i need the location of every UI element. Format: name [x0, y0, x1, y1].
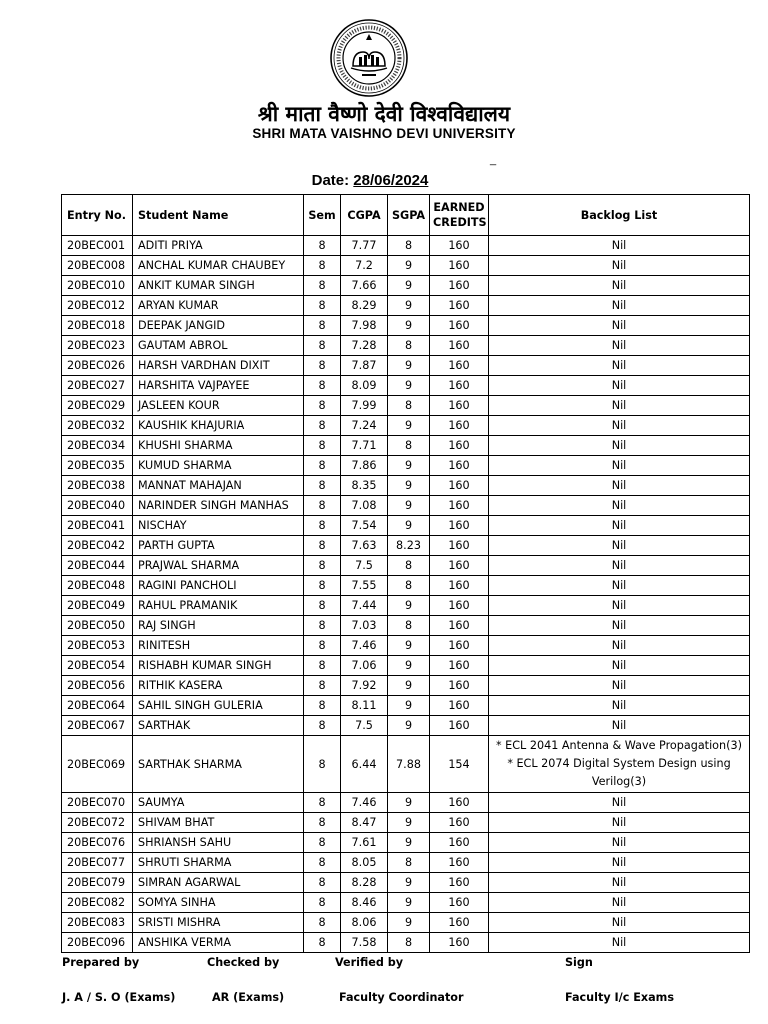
student-name-cell: GAUTAM ABROL	[133, 336, 304, 356]
col-header-student-name: Student Name	[133, 195, 304, 236]
earned-credits-cell: 160	[430, 376, 489, 396]
footer-official-ar: AR (Exams)	[212, 991, 285, 1004]
student-name-cell: ADITI PRIYA	[133, 236, 304, 256]
student-name-cell: RAGINI PANCHOLI	[133, 576, 304, 596]
cgpa-cell: 7.87	[341, 356, 388, 376]
table-row	[62, 456, 750, 476]
footer-sign: Sign	[565, 956, 593, 969]
sgpa-cell: 9	[388, 416, 430, 436]
university-title-hindi: श्री माता वैष्णो देवी विश्वविद्यालय	[257, 102, 511, 126]
table-row	[62, 496, 750, 516]
sgpa-cell: 8	[388, 556, 430, 576]
backlog-list-cell: Nil	[489, 276, 750, 296]
table-row	[62, 576, 750, 596]
student-name-cell: RITHIK KASERA	[133, 676, 304, 696]
backlog-list-cell: Nil	[489, 913, 750, 933]
table-row	[62, 716, 750, 736]
sem-cell: 8	[304, 656, 341, 676]
sem-cell: 8	[304, 833, 341, 853]
backlog-list-cell: Nil	[489, 873, 750, 893]
cgpa-cell: 7.46	[341, 793, 388, 813]
cgpa-cell: 8.29	[341, 296, 388, 316]
backlog-list-cell: * ECL 2041 Antenna & Wave Propagation(3) * ECL 2074 Digital System Design using Verilog(3)	[489, 736, 750, 793]
col-header-cgpa: CGPA	[341, 195, 388, 236]
backlog-list-cell: Nil	[489, 793, 750, 813]
student-name-cell: NARINDER SINGH MANHAS	[133, 496, 304, 516]
student-name-cell: SRISTI MISHRA	[133, 913, 304, 933]
student-name-cell: SAHIL SINGH GULERIA	[133, 696, 304, 716]
student-name-cell: SHRIANSH SAHU	[133, 833, 304, 853]
footer-prepared-by: Prepared by	[62, 956, 140, 969]
earned-credits-cell: 160	[430, 416, 489, 436]
university-title-english: SHRI MATA VAISHNO DEVI UNIVERSITY	[252, 126, 516, 141]
cgpa-cell: 7.77	[341, 236, 388, 256]
entry-no-cell: 20BEC038	[62, 476, 133, 496]
cgpa-cell: 8.05	[341, 853, 388, 873]
student-name-cell: RAJ SINGH	[133, 616, 304, 636]
sgpa-cell: 9	[388, 696, 430, 716]
student-name-cell: RINITESH	[133, 636, 304, 656]
sem-cell: 8	[304, 436, 341, 456]
earned-credits-cell: 160	[430, 853, 489, 873]
table-row	[62, 376, 750, 396]
entry-no-cell: 20BEC040	[62, 496, 133, 516]
cgpa-cell: 7.63	[341, 536, 388, 556]
sgpa-cell: 9	[388, 793, 430, 813]
entry-no-cell: 20BEC076	[62, 833, 133, 853]
entry-no-cell: 20BEC010	[62, 276, 133, 296]
earned-credits-cell: 160	[430, 556, 489, 576]
cgpa-cell: 8.46	[341, 893, 388, 913]
cgpa-cell: 8.11	[341, 696, 388, 716]
entry-no-cell: 20BEC079	[62, 873, 133, 893]
entry-no-cell: 20BEC050	[62, 616, 133, 636]
cgpa-cell: 7.03	[341, 616, 388, 636]
student-name-cell: ANSHIKA VERMA	[133, 933, 304, 953]
backlog-list-cell: Nil	[489, 396, 750, 416]
sem-cell: 8	[304, 913, 341, 933]
sem-cell: 8	[304, 853, 341, 873]
sgpa-cell: 9	[388, 496, 430, 516]
earned-credits-cell: 160	[430, 536, 489, 556]
entry-no-cell: 20BEC082	[62, 893, 133, 913]
sgpa-cell: 8	[388, 336, 430, 356]
backlog-list-cell: Nil	[489, 853, 750, 873]
earned-credits-cell: 160	[430, 833, 489, 853]
sem-cell: 8	[304, 676, 341, 696]
sem-cell: 8	[304, 793, 341, 813]
backlog-list-cell: Nil	[489, 893, 750, 913]
entry-no-cell: 20BEC012	[62, 296, 133, 316]
col-header-earned-credits: EARNED CREDITS	[430, 195, 489, 236]
table-row	[62, 356, 750, 376]
earned-credits-cell: 160	[430, 616, 489, 636]
student-name-cell: ANCHAL KUMAR CHAUBEY	[133, 256, 304, 276]
table-row	[62, 416, 750, 436]
table-row	[62, 316, 750, 336]
entry-no-cell: 20BEC001	[62, 236, 133, 256]
sgpa-cell: 9	[388, 636, 430, 656]
sem-cell: 8	[304, 416, 341, 436]
table-row	[62, 636, 750, 656]
earned-credits-cell: 160	[430, 596, 489, 616]
earned-credits-cell: 160	[430, 636, 489, 656]
backlog-list-cell: Nil	[489, 236, 750, 256]
table-row	[62, 336, 750, 356]
student-name-cell: SARTHAK SHARMA	[133, 736, 304, 793]
sem-cell: 8	[304, 516, 341, 536]
cgpa-cell: 7.2	[341, 256, 388, 276]
earned-credits-cell: 160	[430, 256, 489, 276]
cgpa-cell: 7.55	[341, 576, 388, 596]
earned-credits-cell: 160	[430, 456, 489, 476]
entry-no-cell: 20BEC041	[62, 516, 133, 536]
result-table	[61, 194, 750, 953]
sem-cell: 8	[304, 636, 341, 656]
sem-cell: 8	[304, 356, 341, 376]
backlog-list-cell: Nil	[489, 496, 750, 516]
table-row	[62, 596, 750, 616]
cgpa-cell: 7.99	[341, 396, 388, 416]
cgpa-cell: 7.5	[341, 556, 388, 576]
earned-credits-cell: 160	[430, 696, 489, 716]
backlog-list-cell: Nil	[489, 456, 750, 476]
entry-no-cell: 20BEC064	[62, 696, 133, 716]
cgpa-cell: 7.66	[341, 276, 388, 296]
earned-credits-cell: 160	[430, 576, 489, 596]
table-row	[62, 616, 750, 636]
backlog-list-cell: Nil	[489, 256, 750, 276]
entry-no-cell: 20BEC023	[62, 336, 133, 356]
table-header-row	[62, 195, 750, 236]
entry-no-cell: 20BEC096	[62, 933, 133, 953]
student-name-cell: SHRUTI SHARMA	[133, 853, 304, 873]
student-name-cell: SAUMYA	[133, 793, 304, 813]
cgpa-cell: 8.09	[341, 376, 388, 396]
entry-no-cell: 20BEC067	[62, 716, 133, 736]
cgpa-cell: 7.28	[341, 336, 388, 356]
table-row	[62, 296, 750, 316]
earned-credits-cell: 160	[430, 516, 489, 536]
table-row	[62, 236, 750, 256]
sgpa-cell: 9	[388, 813, 430, 833]
student-name-cell: KUMUD SHARMA	[133, 456, 304, 476]
entry-no-cell: 20BEC049	[62, 596, 133, 616]
sgpa-cell: 8	[388, 236, 430, 256]
table-row	[62, 476, 750, 496]
sgpa-cell: 9	[388, 316, 430, 336]
cgpa-cell: 7.5	[341, 716, 388, 736]
sem-cell: 8	[304, 933, 341, 953]
entry-no-cell: 20BEC029	[62, 396, 133, 416]
backlog-list-cell: Nil	[489, 716, 750, 736]
table-row	[62, 933, 750, 953]
table-row	[62, 556, 750, 576]
footer-official-ja-so: J. A / S. O (Exams)	[62, 991, 176, 1004]
sem-cell: 8	[304, 236, 341, 256]
table-row	[62, 736, 750, 793]
entry-no-cell: 20BEC048	[62, 576, 133, 596]
sgpa-cell: 8	[388, 576, 430, 596]
cgpa-cell: 8.28	[341, 873, 388, 893]
col-header-sem: Sem	[304, 195, 341, 236]
date-label: Date:	[311, 172, 350, 189]
earned-credits-cell: 160	[430, 336, 489, 356]
sem-cell: 8	[304, 336, 341, 356]
backlog-list-cell: Nil	[489, 336, 750, 356]
cgpa-cell: 7.86	[341, 456, 388, 476]
sem-cell: 8	[304, 456, 341, 476]
earned-credits-cell: 160	[430, 436, 489, 456]
col-header-entry-no: Entry No.	[62, 195, 133, 236]
earned-credits-cell: 160	[430, 396, 489, 416]
earned-credits-cell: 160	[430, 356, 489, 376]
earned-credits-cell: 160	[430, 276, 489, 296]
entry-no-cell: 20BEC044	[62, 556, 133, 576]
table-row	[62, 516, 750, 536]
cgpa-cell: 7.24	[341, 416, 388, 436]
student-name-cell: HARSH VARDHAN DIXIT	[133, 356, 304, 376]
table-row	[62, 853, 750, 873]
sem-cell: 8	[304, 716, 341, 736]
student-name-cell: SOMYA SINHA	[133, 893, 304, 913]
student-name-cell: ARYAN KUMAR	[133, 296, 304, 316]
sgpa-cell: 8	[388, 933, 430, 953]
student-name-cell: SARTHAK	[133, 716, 304, 736]
student-name-cell: RISHABH KUMAR SINGH	[133, 656, 304, 676]
sgpa-cell: 8	[388, 616, 430, 636]
table-row	[62, 676, 750, 696]
student-name-cell: HARSHITA VAJPAYEE	[133, 376, 304, 396]
sem-cell: 8	[304, 316, 341, 336]
table-row	[62, 813, 750, 833]
sem-cell: 8	[304, 616, 341, 636]
backlog-list-cell: Nil	[489, 376, 750, 396]
sgpa-cell: 8	[388, 853, 430, 873]
sem-cell: 8	[304, 296, 341, 316]
backlog-list-cell: Nil	[489, 616, 750, 636]
entry-no-cell: 20BEC072	[62, 813, 133, 833]
cgpa-cell: 7.61	[341, 833, 388, 853]
cgpa-cell: 7.54	[341, 516, 388, 536]
col-header-sgpa: SGPA	[388, 195, 430, 236]
sem-cell: 8	[304, 736, 341, 793]
entry-no-cell: 20BEC042	[62, 536, 133, 556]
table-row	[62, 276, 750, 296]
table-row	[62, 396, 750, 416]
cgpa-cell: 7.44	[341, 596, 388, 616]
sem-cell: 8	[304, 396, 341, 416]
backlog-list-cell: Nil	[489, 933, 750, 953]
sgpa-cell: 9	[388, 656, 430, 676]
entry-no-cell: 20BEC054	[62, 656, 133, 676]
sgpa-cell: 9	[388, 596, 430, 616]
sem-cell: 8	[304, 536, 341, 556]
student-name-cell: ANKIT KUMAR SINGH	[133, 276, 304, 296]
earned-credits-cell: 160	[430, 656, 489, 676]
sgpa-cell: 9	[388, 456, 430, 476]
entry-no-cell: 20BEC077	[62, 853, 133, 873]
sgpa-cell: 8	[388, 396, 430, 416]
sem-cell: 8	[304, 556, 341, 576]
sgpa-cell: 7.88	[388, 736, 430, 793]
sgpa-cell: 8	[388, 436, 430, 456]
entry-no-cell: 20BEC083	[62, 913, 133, 933]
sgpa-cell: 8.23	[388, 536, 430, 556]
cgpa-cell: 6.44	[341, 736, 388, 793]
sgpa-cell: 9	[388, 913, 430, 933]
university-seal-logo	[329, 18, 409, 98]
footer-checked-by: Checked by	[207, 956, 280, 969]
backlog-list-cell: Nil	[489, 636, 750, 656]
student-name-cell: NISCHAY	[133, 516, 304, 536]
sgpa-cell: 9	[388, 873, 430, 893]
table-row	[62, 913, 750, 933]
cgpa-cell: 8.35	[341, 476, 388, 496]
entry-no-cell: 20BEC070	[62, 793, 133, 813]
backlog-list-cell: Nil	[489, 556, 750, 576]
dash-mark: _	[490, 154, 497, 166]
earned-credits-cell: 160	[430, 793, 489, 813]
sem-cell: 8	[304, 813, 341, 833]
sem-cell: 8	[304, 696, 341, 716]
earned-credits-cell: 160	[430, 476, 489, 496]
table-row	[62, 873, 750, 893]
entry-no-cell: 20BEC053	[62, 636, 133, 656]
earned-credits-cell: 160	[430, 496, 489, 516]
sgpa-cell: 9	[388, 376, 430, 396]
backlog-list-cell: Nil	[489, 316, 750, 336]
backlog-list-cell: Nil	[489, 656, 750, 676]
backlog-list-cell: Nil	[489, 576, 750, 596]
cgpa-cell: 7.08	[341, 496, 388, 516]
entry-no-cell: 20BEC018	[62, 316, 133, 336]
date-value: 28/06/2024	[353, 172, 429, 189]
entry-no-cell: 20BEC069	[62, 736, 133, 793]
earned-credits-cell: 160	[430, 913, 489, 933]
table-row	[62, 833, 750, 853]
cgpa-cell: 7.71	[341, 436, 388, 456]
backlog-list-cell: Nil	[489, 436, 750, 456]
entry-no-cell: 20BEC032	[62, 416, 133, 436]
cgpa-cell: 7.58	[341, 933, 388, 953]
student-name-cell: KHUSHI SHARMA	[133, 436, 304, 456]
entry-no-cell: 20BEC008	[62, 256, 133, 276]
student-name-cell: PRAJWAL SHARMA	[133, 556, 304, 576]
sem-cell: 8	[304, 276, 341, 296]
backlog-list-cell: Nil	[489, 833, 750, 853]
sem-cell: 8	[304, 596, 341, 616]
cgpa-cell: 7.98	[341, 316, 388, 336]
sem-cell: 8	[304, 476, 341, 496]
sem-cell: 8	[304, 893, 341, 913]
cgpa-cell: 8.06	[341, 913, 388, 933]
cgpa-cell: 7.06	[341, 656, 388, 676]
table-row	[62, 793, 750, 813]
student-name-cell: PARTH GUPTA	[133, 536, 304, 556]
footer-official-faculty-coordinator: Faculty Coordinator	[339, 991, 464, 1004]
backlog-list-cell: Nil	[489, 296, 750, 316]
student-name-cell: JASLEEN KOUR	[133, 396, 304, 416]
cgpa-cell: 7.46	[341, 636, 388, 656]
backlog-list-cell: Nil	[489, 596, 750, 616]
earned-credits-cell: 160	[430, 716, 489, 736]
sgpa-cell: 9	[388, 893, 430, 913]
sgpa-cell: 9	[388, 516, 430, 536]
earned-credits-cell: 160	[430, 893, 489, 913]
entry-no-cell: 20BEC026	[62, 356, 133, 376]
sgpa-cell: 9	[388, 356, 430, 376]
backlog-list-cell: Nil	[489, 676, 750, 696]
col-header-backlog-list: Backlog List	[489, 195, 750, 236]
sgpa-cell: 9	[388, 256, 430, 276]
earned-credits-cell: 160	[430, 316, 489, 336]
sgpa-cell: 9	[388, 296, 430, 316]
sgpa-cell: 9	[388, 833, 430, 853]
student-name-cell: SHIVAM BHAT	[133, 813, 304, 833]
sem-cell: 8	[304, 256, 341, 276]
student-name-cell: KAUSHIK KHAJURIA	[133, 416, 304, 436]
earned-credits-cell: 160	[430, 296, 489, 316]
table-row	[62, 436, 750, 456]
student-name-cell: RAHUL PRAMANIK	[133, 596, 304, 616]
entry-no-cell: 20BEC034	[62, 436, 133, 456]
backlog-list-cell: Nil	[489, 813, 750, 833]
table-row	[62, 536, 750, 556]
earned-credits-cell: 160	[430, 933, 489, 953]
cgpa-cell: 7.92	[341, 676, 388, 696]
backlog-list-cell: Nil	[489, 516, 750, 536]
result-date	[0, 172, 740, 189]
earned-credits-cell: 160	[430, 676, 489, 696]
earned-credits-cell: 160	[430, 873, 489, 893]
footer-official-faculty-ic-exams: Faculty I/c Exams	[565, 991, 675, 1004]
sgpa-cell: 9	[388, 676, 430, 696]
sem-cell: 8	[304, 496, 341, 516]
backlog-list-cell: Nil	[489, 356, 750, 376]
cgpa-cell: 8.47	[341, 813, 388, 833]
table-row	[62, 893, 750, 913]
backlog-list-cell: Nil	[489, 476, 750, 496]
sgpa-cell: 9	[388, 476, 430, 496]
sem-cell: 8	[304, 376, 341, 396]
entry-no-cell: 20BEC056	[62, 676, 133, 696]
entry-no-cell: 20BEC027	[62, 376, 133, 396]
student-name-cell: DEEPAK JANGID	[133, 316, 304, 336]
table-row	[62, 656, 750, 676]
sem-cell: 8	[304, 873, 341, 893]
footer-verified-by: Verified by	[335, 956, 404, 969]
student-name-cell: SIMRAN AGARWAL	[133, 873, 304, 893]
earned-credits-cell: 154	[430, 736, 489, 793]
sgpa-cell: 9	[388, 276, 430, 296]
sgpa-cell: 9	[388, 716, 430, 736]
backlog-list-cell: Nil	[489, 536, 750, 556]
table-row	[62, 696, 750, 716]
sem-cell: 8	[304, 576, 341, 596]
backlog-list-cell: Nil	[489, 696, 750, 716]
student-name-cell: MANNAT MAHAJAN	[133, 476, 304, 496]
earned-credits-cell: 160	[430, 813, 489, 833]
earned-credits-cell: 160	[430, 236, 489, 256]
table-row	[62, 256, 750, 276]
entry-no-cell: 20BEC035	[62, 456, 133, 476]
backlog-list-cell: Nil	[489, 416, 750, 436]
